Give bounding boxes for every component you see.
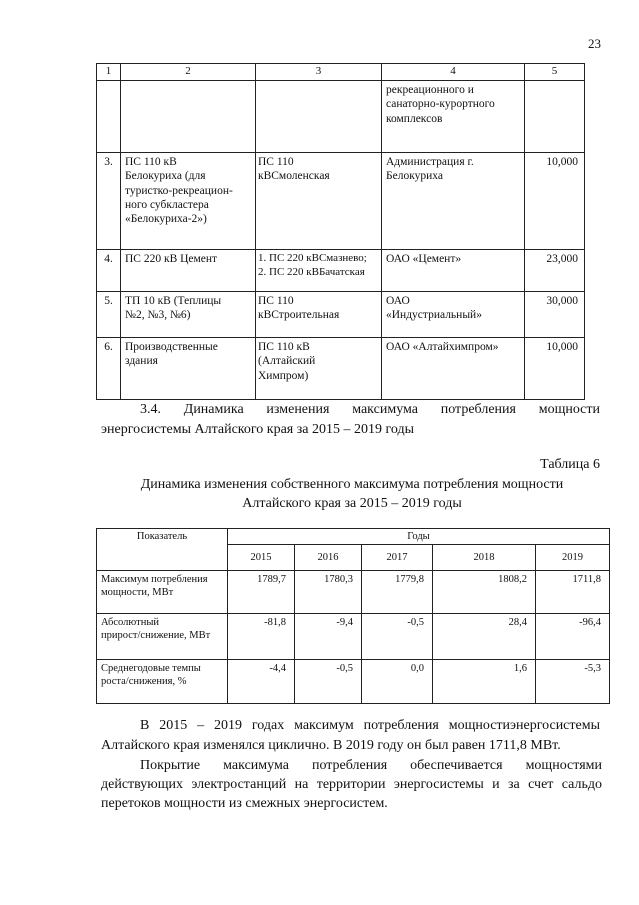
page-number: 23 [588, 36, 601, 51]
table-row [97, 614, 610, 660]
indicator-label: Максимум потребления мощности, МВт [97, 571, 228, 614]
connection-table [96, 63, 585, 400]
value-cell: 0,0 [362, 660, 433, 704]
value-cell: 1780,3 [295, 571, 362, 614]
row-number: 6. [97, 337, 121, 399]
value-cell: 1808,2 [433, 571, 536, 614]
table-row [97, 291, 585, 337]
value-cell: -5,3 [536, 660, 610, 704]
paragraph2-line1: Покрытие максимума потребления обеспечивается мощностями [140, 758, 602, 773]
table-header-row [97, 64, 585, 81]
years-header: Годы [228, 529, 610, 545]
row-number [97, 80, 121, 152]
source-cell: ПС 110 кВ (Алтайский Химпром) [256, 337, 382, 399]
paragraph1-line1: В 2015 – 2019 годах максимум потребления мощностиэнергосистемы [140, 718, 600, 733]
section-title-line2: энергосистемы Алтайского края за 2015 – 2019 годы [101, 422, 414, 437]
row-number: 5. [97, 291, 121, 337]
object-cell [121, 80, 256, 152]
paragraph1-line2: Алтайского края изменялся циклично. В 2019 году он был равен 1711,8 МВт. [101, 738, 561, 753]
load-cell [525, 80, 585, 152]
consumer-cell: Администрация г. Белокуриха [382, 152, 525, 249]
header-cell: 2 [121, 64, 256, 81]
load-cell: 10,000 [525, 152, 585, 249]
object-cell: ТП 10 кВ (Теплицы №2, №3, №6) [121, 291, 256, 337]
source-cell [256, 80, 382, 152]
object-cell: ПС 220 кВ Цемент [121, 249, 256, 291]
max-load-table [96, 528, 610, 704]
paragraph2-line3: перетоков мощности из смежных энергосистем. [101, 796, 388, 811]
source-cell: ПС 110 кВСмоленская [256, 152, 382, 249]
value-cell: 28,4 [433, 614, 536, 660]
table-row [97, 249, 585, 291]
year-cell: 2018 [433, 545, 536, 571]
header-cell: 1 [97, 64, 121, 81]
table-row [97, 337, 585, 399]
year-cell: 2017 [362, 545, 433, 571]
value-cell: -4,4 [228, 660, 295, 704]
row-number: 3. [97, 152, 121, 249]
consumer-cell: ОАО «Алтайхимпром» [382, 337, 525, 399]
row-number: 4. [97, 249, 121, 291]
consumer-cell: ОАО «Индустриальный» [382, 291, 525, 337]
indicator-label: Абсолютный прирост/снижение, МВт [97, 614, 228, 660]
indicator-header: Показатель [97, 529, 228, 571]
value-cell: -0,5 [362, 614, 433, 660]
value-cell: -0,5 [295, 660, 362, 704]
load-cell: 30,000 [525, 291, 585, 337]
object-cell: Производственные здания [121, 337, 256, 399]
consumer-cell: ОАО «Цемент» [382, 249, 525, 291]
consumer-cell: рекреационного и санаторно-курортного комплексов [382, 80, 525, 152]
paragraph2-line2: действующих электростанций на территории энергосистемы и за счет сальдо [101, 777, 602, 792]
value-cell: 1,6 [433, 660, 536, 704]
table-row [97, 660, 610, 704]
table-title-line1: Динамика изменения собственного максимума потребления мощности [140, 477, 564, 492]
source-cell: ПС 110 кВСтроительная [256, 291, 382, 337]
indicator-label: Среднегодовые темпы роста/снижения, % [97, 660, 228, 704]
value-cell: -9,4 [295, 614, 362, 660]
header-cell: 4 [382, 64, 525, 81]
table-title-line2: Алтайского края за 2015 – 2019 годы [242, 496, 462, 511]
value-cell: -96,4 [536, 614, 610, 660]
year-cell: 2016 [295, 545, 362, 571]
table-label: Таблица 6 [540, 457, 600, 472]
section-title-line1 [140, 400, 600, 419]
value-cell: -81,8 [228, 614, 295, 660]
table-header-row [97, 529, 610, 545]
load-cell: 23,000 [525, 249, 585, 291]
header-cell: 3 [256, 64, 382, 81]
value-cell: 1779,8 [362, 571, 433, 614]
source-cell: 1. ПС 220 кВСмазнево; 2. ПС 220 кВБачатская [256, 249, 382, 291]
table-row [97, 80, 585, 152]
year-cell: 2015 [228, 545, 295, 571]
section-number: 3.4. [140, 402, 161, 417]
year-cell: 2019 [536, 545, 610, 571]
table-row [97, 571, 610, 614]
load-cell: 10,000 [525, 337, 585, 399]
section-title: Динамика изменения максимума потребления мощности [183, 402, 601, 417]
value-cell: 1711,8 [536, 571, 610, 614]
object-cell: ПС 110 кВ Белокуриха (для туристко-рекреацион- ного субкластера «Белокуриха-2») [121, 152, 256, 249]
header-cell: 5 [525, 64, 585, 81]
value-cell: 1789,7 [228, 571, 295, 614]
table-row [97, 152, 585, 249]
